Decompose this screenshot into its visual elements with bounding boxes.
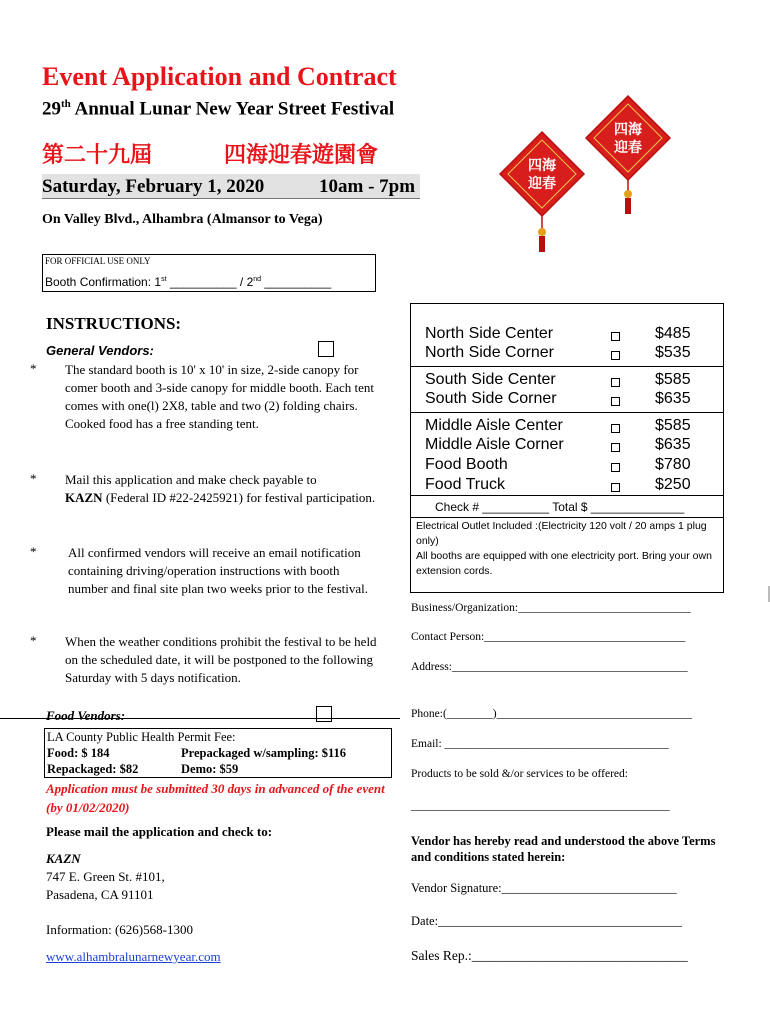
website-link[interactable]: www.alhambralunarnewyear.com [46, 949, 221, 964]
booth-option-price: $535 [655, 344, 691, 361]
permit-fee-title: LA County Public Health Permit Fee: [47, 730, 236, 744]
general-vendors-heading: General Vendors: [46, 343, 154, 358]
booth-size-text: The standard booth is 10' x 10' in size, 2-side canopy for comer booth and 3-side canopy for middle booth. Each tent comes with one(l) 2X8, table and two (2) folding chairs. Cooked food has a free standing tent. [65, 362, 375, 431]
booth-option-label: North Side Center [425, 325, 554, 342]
bullet-marker: * [30, 361, 37, 376]
prepackaged-fee: Prepackaged w/sampling: $116 [181, 746, 347, 760]
business-field[interactable]: Business/Organization:______________________________ [411, 602, 691, 614]
official-use-box [42, 254, 376, 292]
general-vendors-checkbox[interactable] [318, 341, 334, 357]
booth-option-checkbox[interactable] [611, 483, 620, 492]
signature-field[interactable]: Vendor Signature:____________________________ [411, 881, 677, 895]
mail-heading: Please mail the application and check to: [46, 824, 273, 839]
phone-field[interactable]: Phone:(________)__________________________________ [411, 708, 693, 720]
subtitle-ordinal: th [61, 98, 71, 110]
payee-details: (Federal ID #22-2425921) for festival participation. [102, 490, 376, 505]
booth-option-label: Middle Aisle Center [425, 417, 563, 434]
food-vendors-heading: Food Vendors: [46, 708, 126, 723]
booth-option-checkbox[interactable] [611, 378, 620, 387]
lantern-2-line1: 四海 [528, 158, 556, 174]
mail-city: Pasadena, CA 91101 [46, 887, 154, 902]
booth-pricing-box [410, 303, 724, 593]
confirmation-blank2: __________ [261, 275, 332, 289]
bullet-marker: * [30, 633, 37, 648]
divider [411, 366, 723, 367]
lantern-2-line2: 迎春 [528, 176, 556, 192]
permit-fee-box [44, 728, 392, 778]
booth-option-label: Food Booth [425, 456, 508, 473]
confirmation-sup2: nd [253, 276, 262, 283]
subtitle-number: 29 [42, 98, 61, 120]
repackaged-fee: Repackaged: $82 [47, 762, 139, 776]
lantern-1-line2: 迎春 [614, 140, 642, 156]
info-phone: Information: (626)568-1300 [46, 922, 193, 937]
official-use-label: FOR OFFICIAL USE ONLY [45, 256, 151, 266]
booth-option-label: North Side Corner [425, 344, 554, 361]
booth-option-price: $780 [655, 456, 691, 473]
chinese-edition: 第二十九屆 [42, 143, 153, 168]
agreement-text: Vendor has hereby read and understood the above Terms and conditions stated herein: [411, 834, 716, 864]
booth-option-label: South Side Corner [425, 390, 557, 407]
electrical-note: Electrical Outlet Included :(Electricity 120 volt / 20 amps 1 plug only) [416, 520, 707, 547]
mail-street: 747 E. Green St. #101, [46, 869, 165, 884]
divider [411, 412, 723, 413]
confirmation-prefix: Booth Confirmation: 1 [45, 275, 162, 289]
submission-deadline: Application must be submitted 30 days in advanced of the event (by 01/02/2020) [46, 781, 385, 815]
date-field[interactable]: Date:_______________________________________ [411, 914, 682, 928]
bullet-marker: * [30, 544, 37, 559]
booth-option-price: $635 [655, 436, 691, 453]
booth-option-checkbox[interactable] [611, 397, 620, 406]
event-date: Saturday, February 1, 2020 [42, 176, 265, 197]
confirmation-email-text: All confirmed vendors will receive an email notification containing driving/operation instructions with booth number and final site plan two weeks prior to the festival. [68, 545, 369, 596]
lantern-1-line1: 四海 [614, 122, 642, 138]
page-title: Event Application and Contract [42, 62, 397, 91]
weather-text: When the weather conditions prohibit the festival to be held on the scheduled date, it will be postponed to the following Saturday with 5 days notification. [65, 634, 377, 685]
bullet-marker: * [30, 471, 37, 486]
address-field[interactable]: Address:_________________________________________ [411, 661, 688, 673]
food-vendors-checkbox[interactable] [316, 706, 332, 722]
divider [411, 495, 723, 496]
chinese-festival-name: 四海迎春遊園會 [224, 143, 379, 168]
booth-option-price: $585 [655, 371, 691, 388]
food-fee: Food: $ 184 [47, 746, 110, 760]
instructions-heading: INSTRUCTIONS: [46, 314, 182, 333]
booth-option-checkbox[interactable] [611, 351, 620, 360]
payment-line: Mail this application and make check payable to [65, 472, 317, 487]
sales-rep-field[interactable]: Sales Rep.:________________________________ [411, 948, 688, 963]
contact-field[interactable]: Contact Person:___________________________________ [411, 631, 686, 643]
booth-option-price: $585 [655, 417, 691, 434]
lantern-icon [586, 96, 670, 214]
booth-option-checkbox[interactable] [611, 463, 620, 472]
mail-org: KAZN [46, 851, 81, 866]
booth-option-label: Food Truck [425, 476, 506, 493]
booth-option-price: $485 [655, 325, 691, 342]
booth-option-label: Middle Aisle Corner [425, 436, 564, 453]
products-label: Products to be sold &/or services to be offered: [411, 768, 628, 780]
subtitle-text: Annual Lunar New Year Street Festival [70, 98, 395, 120]
festival-subtitle [42, 98, 394, 120]
booth-option-checkbox[interactable] [611, 443, 620, 452]
booth-confirmation [45, 275, 331, 289]
demo-fee: Demo: $59 [181, 762, 239, 776]
payee-name: KAZN [65, 490, 103, 505]
confirmation-sup1: st [161, 276, 167, 283]
check-total-line[interactable]: Check # __________ Total $ ______________ [435, 500, 685, 514]
extension-cord-note: All booths are equipped with one electricity port. Bring your own extension cords. [416, 550, 712, 577]
booth-option-checkbox[interactable] [611, 424, 620, 433]
lantern-decoration [498, 94, 674, 264]
booth-option-price: $250 [655, 476, 691, 493]
booth-option-price: $635 [655, 390, 691, 407]
event-location: On Valley Blvd., Alhambra (Almansor to Vega) [42, 212, 323, 227]
event-time: 10am - 7pm [319, 176, 416, 197]
payment-text [65, 471, 377, 507]
lantern-icon [500, 132, 584, 252]
products-field[interactable]: _____________________________________________ [411, 800, 670, 812]
date-bar [42, 174, 420, 199]
booth-option-label: South Side Center [425, 371, 556, 388]
booth-option-checkbox[interactable] [611, 332, 620, 341]
confirmation-blank1: __________ / 2 [166, 275, 254, 289]
divider [411, 517, 723, 518]
email-field[interactable]: Email: _______________________________________ [411, 738, 669, 750]
